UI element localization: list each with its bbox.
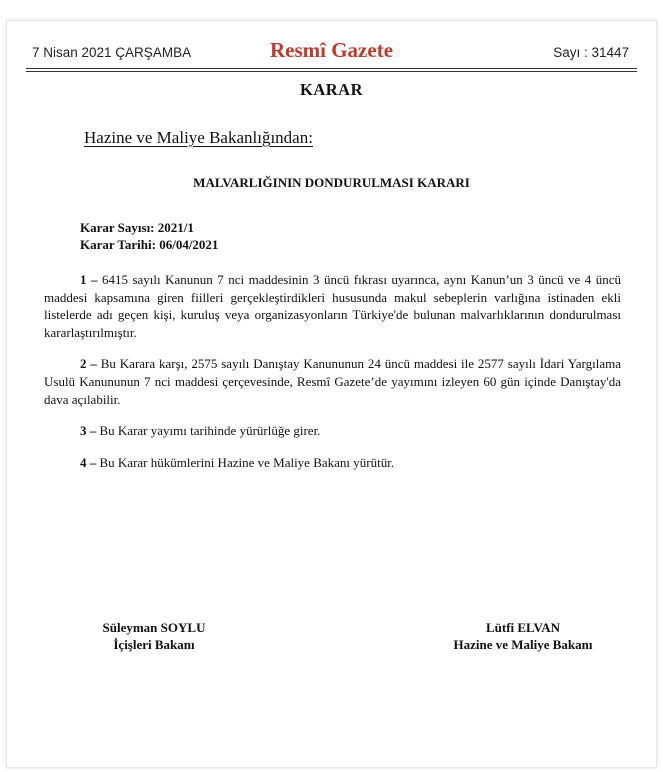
articles-list: [44, 271, 621, 485]
article-text: Bu Karar yayımı tarihinde yürürlüğe girer.: [99, 423, 321, 439]
signature-left: [74, 619, 234, 653]
publication-date: 7 Nisan 2021 ÇARŞAMBA: [32, 45, 192, 60]
issue-number: Sayı : 31447: [553, 45, 629, 60]
article-number: 3 –: [80, 423, 97, 439]
decision-date: Karar Tarihi: 06/04/2021: [80, 237, 219, 252]
section-heading: KARAR: [300, 80, 363, 99]
article-text: Bu Karar hükümlerini Hazine ve Maliye Bakanı yürütür.: [99, 454, 395, 470]
article-3: [44, 422, 621, 440]
issuing-ministry: Hazine ve Maliye Bakanlığından:: [84, 128, 313, 147]
signature-right: [418, 619, 628, 653]
signatory-title: Hazine ve Maliye Bakanı: [453, 637, 593, 652]
gazette-header: [0, 0, 663, 70]
header-divider: [26, 68, 637, 69]
gazette-title: Resmî Gazete: [269, 38, 394, 62]
header-divider-secondary: [26, 71, 637, 72]
signatory-name: Lütfi ELVAN: [485, 620, 561, 635]
signatory-name: Süleyman SOYLU: [102, 620, 206, 635]
decision-number: Karar Sayısı: 2021/1: [80, 220, 194, 235]
decision-meta: [80, 219, 218, 253]
article-number: 4 –: [80, 454, 97, 470]
article-4: [44, 454, 621, 472]
article-number: 2 –: [80, 356, 97, 372]
signatory-title: İçişleri Bakanı: [113, 637, 195, 652]
article-2: [44, 355, 621, 408]
article-text: 6415 sayılı Kanunun 7 nci maddesinin 3 üncü fıkrası uyarınca, aynı Kanun’un 3 üncü ve 4 üncü maddesi kapsamına giren fiilleri gerçekleştirdikleri hususunda makul sebeplerin varlığına istinaden ekli listelerde adı geçen kişi, kuruluş veya organizasyonların Türkiye'de bulunan malvarlıklarının dondurulması kararlaştırılmıştır.: [44, 272, 621, 340]
article-text: Bu Karara karşı, 2575 sayılı Danıştay Kanununun 24 üncü maddesi ile 2577 sayılı İdari Yargılama Usulü Kanununun 7 nci maddesi çerçevesinde, Resmî Gazete’de yayımını izleyen 60 gün içinde Danıştay'da dava açılabilir.: [44, 356, 622, 407]
article-number: 1 –: [80, 272, 98, 287]
article-1: [44, 271, 621, 341]
decision-title: MALVARLIĞININ DONDURULMASI KARARI: [193, 175, 470, 190]
